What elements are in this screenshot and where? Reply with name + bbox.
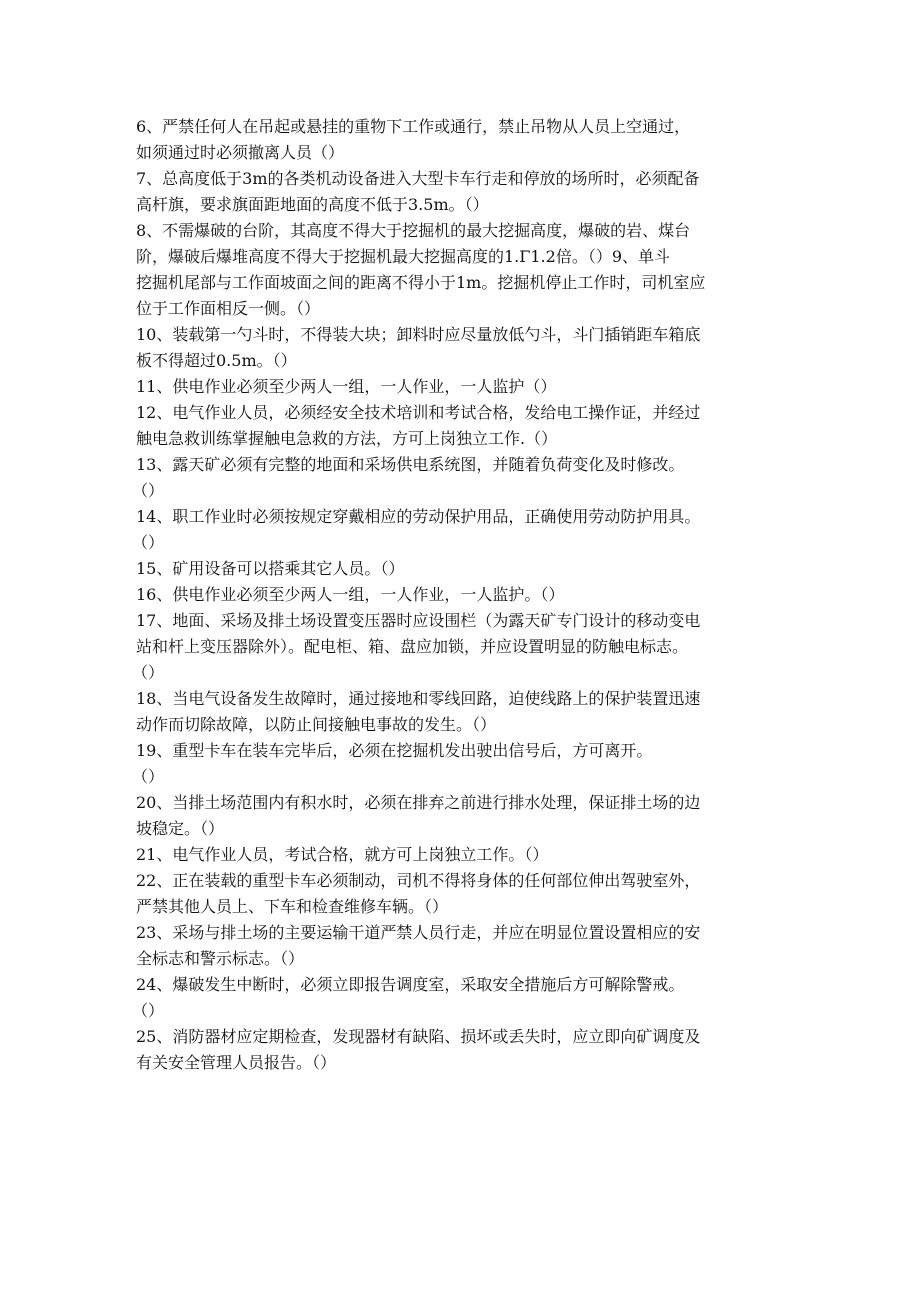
question-line: 挖掘机尾部与工作面坡面之间的距离不得小于1m。挖掘机停止工作时，司机室应: [136, 273, 706, 292]
question-item: [136, 374, 808, 400]
question-item: [136, 842, 808, 868]
question-item: [136, 868, 808, 920]
question-line: （）: [132, 767, 165, 786]
question-line: （）: [132, 1001, 165, 1020]
question-item: [136, 322, 808, 374]
question-line: 16、供电作业必须至少两人一组，一人作业，一人监护。（）: [136, 585, 565, 604]
question-line: 11、供电作业必须至少两人一组，一人作业，一人监护（）: [136, 377, 557, 396]
question-line: 位于工作面相反一侧。（）: [136, 299, 321, 318]
question-line: 站和杆上变压器除外）。配电柜、箱、盘应加锁，并应设置明显的防触电标志。: [136, 637, 689, 656]
question-item: [132, 738, 808, 790]
question-item: [132, 608, 808, 686]
question-item: [136, 920, 808, 972]
question-line: 25、消防器材应定期检查，发现器材有缺陷、损坏或丢失时，应立即向矿调度及: [136, 1027, 701, 1046]
question-item: [132, 452, 808, 504]
question-item: [136, 166, 808, 218]
question-line: （）: [132, 533, 165, 552]
question-item: [136, 556, 808, 582]
question-line: 高杆旗，要求旗面距地面的高度不低于3.5m。（）: [136, 195, 489, 214]
question-line: 14、职工作业时必须按规定穿戴相应的劳动保护用品，正确使用劳动防护用具。: [136, 507, 701, 526]
question-line: 15、矿用设备可以搭乘其它人员。（）: [136, 559, 405, 578]
question-item: [136, 218, 808, 322]
question-line: 8、不需爆破的台阶，其高度不得大于挖掘机的最大挖掘高度，爆破的岩、煤台: [136, 221, 691, 240]
question-line: 7、总高度低于3m的各类机动设备进入大型卡车行走和停放的场所时，必须配备: [136, 169, 700, 188]
question-line: 22、正在装载的重型卡车必须制动，司机不得将身体的任何部位伸出驾驶室外，: [136, 871, 701, 890]
question-line: 板不得超过0.5m。（）: [136, 351, 297, 370]
document-body: [132, 114, 808, 1076]
question-item: [136, 582, 808, 608]
question-item: [136, 114, 808, 166]
question-item: [136, 790, 808, 842]
question-line: （）: [132, 481, 165, 500]
question-item: [132, 972, 808, 1024]
question-line: 19、重型卡车在装车完毕后，必须在挖掘机发出驶出信号后，方可离开。: [136, 741, 653, 760]
question-line: 21、电气作业人员，考试合格，就方可上岗独立工作。（）: [136, 845, 549, 864]
question-line: 动作而切除故障，以防止间接触电事故的发生。（）: [136, 715, 497, 734]
question-line: 23、采场与排土场的主要运输干道严禁人员行走，并应在明显位置设置相应的安: [136, 923, 701, 942]
question-item: [136, 686, 808, 738]
question-item: [136, 1024, 808, 1076]
question-line: 全标志和警示标志。（）: [136, 949, 305, 968]
question-item: [132, 504, 808, 556]
question-line: 触电急救训练掌握触电急救的方法，方可上岗独立工作.（）: [136, 429, 558, 448]
question-line: 12、电气作业人员，必须经安全技术培训和考试合格，发给电工操作证，并经过: [136, 403, 701, 422]
question-line: 24、爆破发生中断时，必须立即报告调度室，采取安全措施后方可解除警戒。: [136, 975, 685, 994]
question-line: 10、装载第一勺斗时，不得装大块；卸料时应尽量放低勺斗，斗门插销距车箱底: [136, 325, 701, 344]
question-line: 20、当排土场范围内有积水时，必须在排弃之前进行排水处理，保证排土场的边: [136, 793, 701, 812]
question-line: 18、当电气设备发生故障时，通过接地和零线回路，迫使线路上的保护装置迅速: [136, 689, 701, 708]
question-item: [136, 400, 808, 452]
question-line: 严禁其他人员上、下车和检查维修车辆。（）: [136, 897, 449, 916]
question-line: 13、露天矿必须有完整的地面和采场供电系统图，并随着负荷变化及时修改。: [136, 455, 685, 474]
question-line: 有关安全管理人员报告。（）: [136, 1053, 337, 1072]
question-line: 阶，爆破后爆堆高度不得大于挖掘机最大挖掘高度的1.Γ1.2倍。（）9、单斗: [136, 247, 670, 266]
question-line: （）: [132, 663, 165, 682]
question-line: 17、地面、采场及排土场设置变压器时应设围栏（为露天矿专门设计的移动变电: [136, 611, 701, 630]
question-line: 如须通过时必须撤离人员（）: [136, 143, 345, 162]
question-line: 6、严禁任何人在吊起或悬挂的重物下工作或通行，禁止吊物从人员上空通过，: [136, 117, 691, 136]
question-line: 坡稳定。（）: [136, 819, 225, 838]
